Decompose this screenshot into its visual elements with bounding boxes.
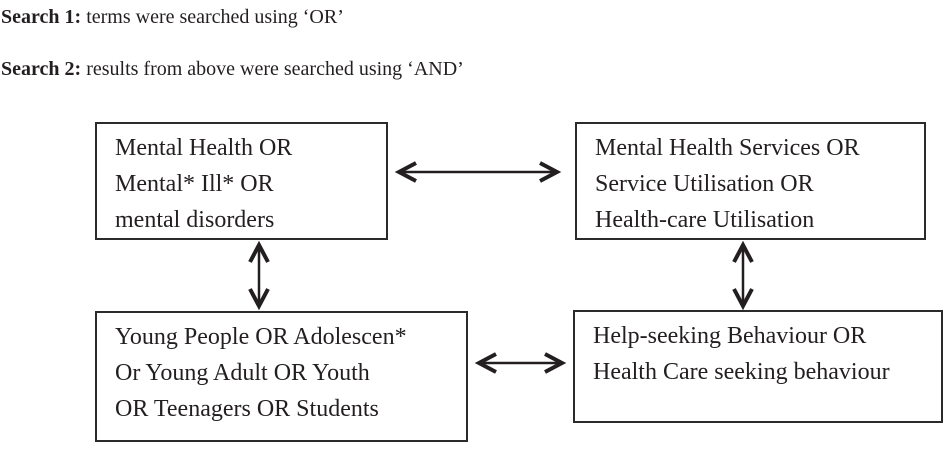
box-population-terms — [95, 311, 468, 442]
double-arrow-population-helpseeking — [479, 354, 562, 372]
search1-label: Search 1: — [1, 6, 82, 28]
box-line: Or Young Adult OR Youth — [115, 360, 370, 386]
box-line: Service Utilisation OR — [595, 171, 814, 197]
double-arrow-mental-population — [250, 245, 268, 306]
box-line: mental disorders — [115, 207, 275, 233]
search1-text: terms were searched using ‘OR’ — [81, 6, 344, 28]
box-help-seeking-terms — [573, 310, 943, 423]
box-line: Mental Health OR — [115, 135, 293, 161]
search1-line — [1, 5, 344, 29]
box-line: Health Care seeking behaviour — [593, 359, 890, 385]
box-line: Mental Health Services OR — [595, 135, 860, 161]
box-line: Mental* Ill* OR — [115, 171, 274, 197]
search2-line — [1, 57, 464, 81]
box-line: Help-seeking Behaviour OR — [593, 323, 867, 349]
box-service-terms — [575, 122, 926, 240]
box-line: Young People OR Adolescen* — [115, 324, 407, 350]
box-mental-health-terms — [95, 122, 388, 240]
double-arrow-services-helpseeking — [734, 245, 752, 306]
double-arrow-mental-services — [399, 163, 557, 181]
box-line: Health-care Utilisation — [595, 207, 815, 233]
box-line: OR Teenagers OR Students — [115, 396, 379, 422]
search2-text: results from above were searched using ‘AND’ — [81, 58, 464, 80]
search2-label: Search 2: — [1, 58, 82, 80]
